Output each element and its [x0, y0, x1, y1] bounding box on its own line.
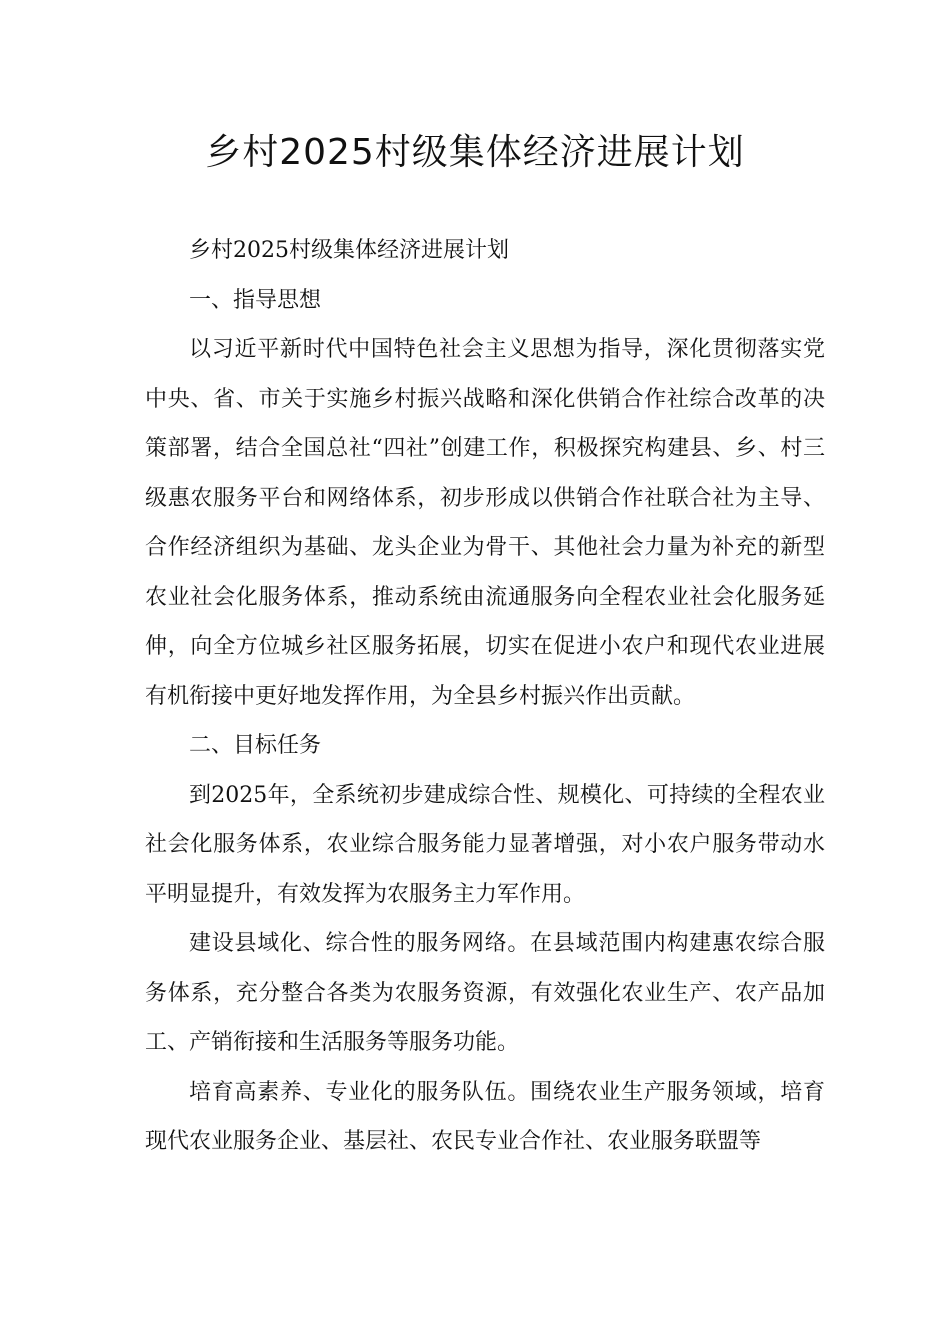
paragraph-objectives-2025: 到2025年，全系统初步建成综合性、规模化、可持续的全程农业社会化服务体系，农业综合服务能力显著增强，对小农户服务带动水平明显提升，有效发挥为农服务主力军作用。 [145, 782, 825, 907]
document-body [145, 226, 825, 1167]
section-heading-objectives: 二、目标任务 [189, 733, 322, 758]
paragraph-service-team: 培育高素养、专业化的服务队伍。围绕农业生产服务领域，培育现代农业服务企业、基层社、农民专业合作社、农业服务联盟等 [145, 1079, 825, 1154]
document-title: 乡村2025村级集体经济进展计划 [205, 132, 745, 173]
paragraph-guiding-ideology: 以习近平新时代中国特色社会主义思想为指导，深化贯彻落实党中央、省、市关于实施乡村振兴战略和深化供销合作社综合改革的决策部署，结合全国总社“四社”创建工作，积极探究构建县、乡、村三级惠农服务平台和网络体系，初步形成以供销合作社联合社为主导、合作经济组织为基础、龙头企业为骨干、其他社会力量为补充的新型农业社会化服务体系，推动系统由流通服务向全程农业社会化服务延伸，向全方位城乡社区服务拓展，切实在促进小农户和现代农业进展有机衔接中更好地发挥作用，为全县乡村振兴作出贡献。 [145, 337, 825, 709]
section-heading-guiding-ideology: 一、指导思想 [189, 287, 322, 313]
paragraph-service-network: 建设县域化、综合性的服务网络。在县域范围内构建惠农综合服务体系，充分整合各类为农服务资源，有效强化农业生产、农产品加工、产销衔接和生活服务等服务功能。 [145, 931, 825, 1055]
subtitle-paragraph: 乡村2025村级集体经济进展计划 [189, 238, 509, 263]
